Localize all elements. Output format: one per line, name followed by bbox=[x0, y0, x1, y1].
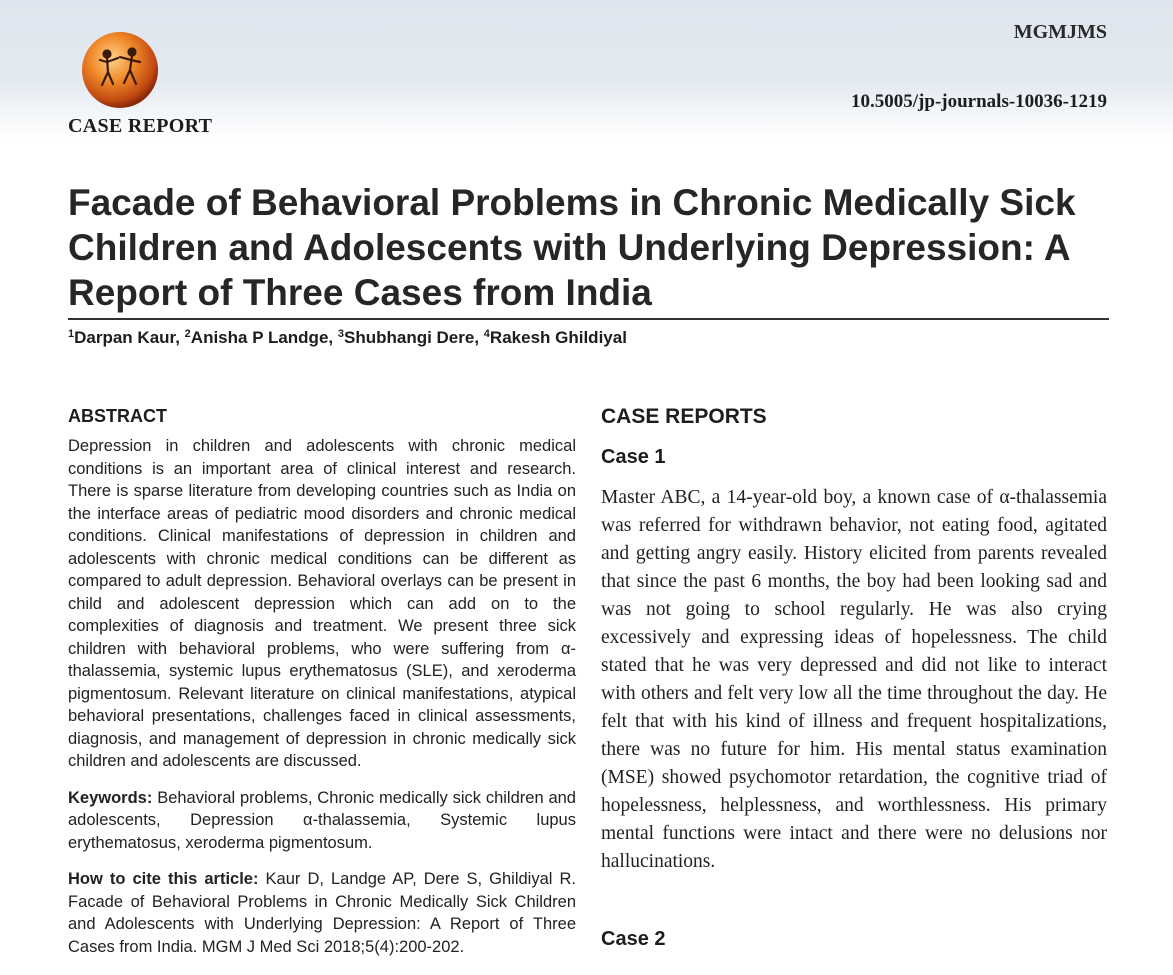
fencers-globe-logo-icon bbox=[80, 30, 160, 110]
author-affiliation-number: 2 bbox=[184, 328, 191, 340]
author bbox=[338, 328, 484, 347]
author-name: Darpan Kaur bbox=[74, 328, 176, 347]
case-2-heading: Case 2 bbox=[601, 928, 666, 950]
citation-paragraph bbox=[68, 868, 576, 958]
keywords-paragraph bbox=[68, 787, 576, 855]
author-name: Anisha P Landge bbox=[190, 328, 329, 347]
article-type-label: CASE REPORT bbox=[68, 115, 213, 137]
author bbox=[68, 328, 185, 347]
article-title: Facade of Behavioral Problems in Chronic Medically Sick Children and Adolescents with Underlying Depression: A Report of Three Cases from India bbox=[68, 182, 1076, 313]
case-reports-heading: CASE REPORTS bbox=[601, 405, 767, 428]
author-name: Shubhangi Dere bbox=[343, 328, 475, 347]
citation-text: Kaur D, Landge AP, Dere S, Ghildiyal R. Facade of Behavioral Problems in Chronic Medically Sick Children and Adolescents with Underlying Depression: A Report of Three Cases from India. MGM J Med Sci 2018;5(4):200-202. bbox=[68, 870, 576, 956]
citation-label: How to cite this article: bbox=[68, 870, 259, 888]
abstract-column bbox=[68, 406, 576, 958]
journal-abbreviation: MGMJMS bbox=[1013, 21, 1107, 43]
author bbox=[484, 328, 627, 347]
author-affiliation-number: 3 bbox=[337, 328, 344, 340]
author-affiliation-number: 4 bbox=[483, 328, 490, 340]
author-list bbox=[68, 328, 627, 348]
author-separator: , bbox=[474, 328, 484, 347]
abstract-body: Depression in children and adolescents with chronic medical conditions is an important area of clinical interest and research. There is sparse literature from developing countries such as India on the interface areas of pediatric mood disorders and chronic medical conditions. Clinical manifestations of depression in children and adolescents with chronic medical conditions can be different as compared to adult depression. Behavioral overlays can be present in child and adolescent depression which can add on to the complexities of diagnosis and treatment. We present three sick children with behavioral problems, who were suffering from α-thalassemia, systemic lupus erythematosus (SLE), and xeroderma pigmentosum. Relevant literature on clinical manifestations, atypical behavioral presentations, challenges faced in clinical assessments, diagnosis, and management of depression in chronic medically sick children and adolescents are discussed. bbox=[68, 437, 576, 770]
case-reports-column bbox=[601, 405, 1107, 876]
case-1-body: Master ABC, a 14-year-old boy, a known case of α-thalassemia was referred for withdrawn behavior, not eating food, agitated and getting angry easily. History elicited from parents revealed that since the past 6 months, the boy had been looking sad and was not going to school regularly. He was also crying excessively and expressing ideas of hopelessness. The child stated that he was very depressed and did not like to interact with others and felt very low all the time throughout the day. He felt that with his kind of illness and frequent hospitalizations, there was no future for him. His mental status examination (MSE) showed psychomotor retardation, the cognitive triad of hopelessness, helplessness, and worthlessness. His primary mental functions were intact and there were no delusions nor hallucinations. bbox=[601, 487, 1107, 872]
author-separator: , bbox=[328, 328, 338, 347]
author-separator: , bbox=[175, 328, 185, 347]
author-name: Rakesh Ghildiyal bbox=[489, 328, 627, 347]
abstract-heading: ABSTRACT bbox=[68, 406, 167, 426]
keywords-label: Keywords: bbox=[68, 788, 153, 807]
case-1-heading: Case 1 bbox=[601, 446, 666, 468]
author-affiliation-number: 1 bbox=[68, 328, 75, 340]
doi-label: 10.5005/jp-journals-10036-1219 bbox=[851, 91, 1107, 112]
author bbox=[185, 328, 338, 347]
title-divider bbox=[68, 318, 1109, 320]
keywords-text: Behavioral problems, Chronic medically sick children and adolescents, Depression α-thalassemia, Systemic lupus erythematosus, xeroderma pigmentosum. bbox=[68, 788, 576, 852]
